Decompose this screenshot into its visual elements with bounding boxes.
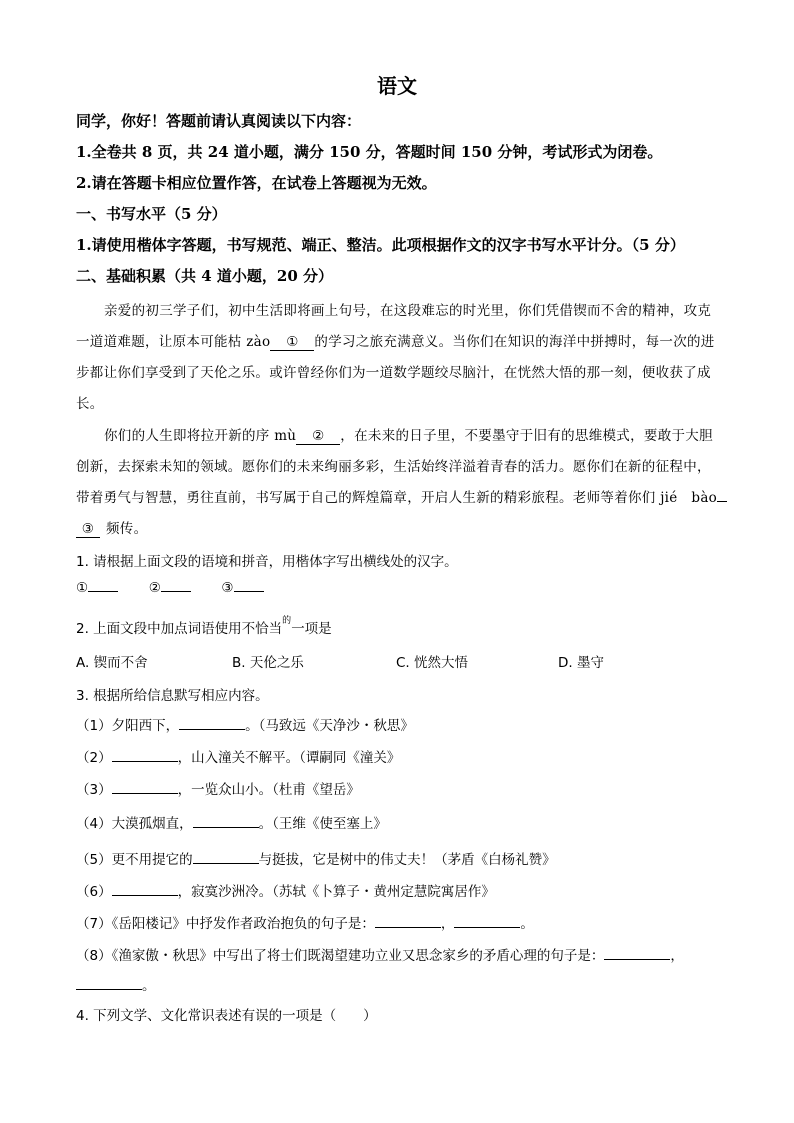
item-text: （1）夕阳西下， — [76, 718, 180, 734]
answer-label-2: ② — [148, 580, 161, 596]
item-text: ，寂寞沙洲冷。（苏轼《卜算子・黄州定慧院寓居作》 — [177, 884, 495, 900]
section-1-heading: 一、书写水平（5 分） — [76, 205, 227, 223]
answer-blank — [454, 927, 520, 928]
recitation-item — [76, 944, 684, 964]
option-d: D. 墨守 — [558, 655, 604, 671]
recitation-item — [76, 848, 556, 868]
item-text: ， — [440, 916, 455, 932]
passage-text: 带着勇气与智慧，勇往直前，书写属于自己的辉煌篇章，开启人生新的精彩旅程。老师等着你们 jié bào — [76, 490, 718, 506]
question-2-options — [76, 651, 716, 669]
recitation-item — [76, 912, 534, 932]
passage-text: 频传。 — [106, 521, 148, 537]
passage-line: 创新，去探索未知的领域。愿你们的未来绚丽多彩，生活始终洋溢着青春的活力。愿你们在新的征程中， — [76, 459, 711, 475]
item-text: （7）《岳阳楼记》中抒发作者政治抱负的句子是： — [76, 916, 375, 932]
item-text: （3） — [76, 782, 112, 798]
question-2-text: 一项是 — [291, 621, 332, 637]
answer-blank-3 — [234, 591, 264, 592]
answer-blank-2 — [161, 591, 191, 592]
question-2-sup: 的 — [282, 616, 292, 626]
option-a: A. 锲而不舍 — [76, 655, 148, 671]
item-text: 。 — [142, 978, 156, 994]
answer-blank — [76, 989, 142, 990]
answer-label-3: ③ — [221, 580, 234, 596]
passage-line — [76, 517, 147, 538]
question-2-text: 2. 上面文段中加点词语使用不恰当 — [76, 621, 283, 637]
section-2-heading: 二、基础积累（共 4 道小题，20 分） — [76, 267, 333, 285]
option-b: B. 天伦之乐 — [232, 655, 304, 671]
item-text: （5）更不用提它的 — [76, 852, 193, 868]
question-1-stem: 1. 请根据上面文段的语境和拼音，用楷体字写出横线处的汉字。 — [76, 554, 458, 570]
recitation-item — [76, 714, 414, 734]
answer-blank — [112, 895, 178, 896]
page-title: 语文 — [377, 74, 417, 98]
passage-text: 的学习之旅充满意义。当你们在知识的海洋中拼搏时，每一次的进 — [314, 334, 715, 350]
notice-2: 2.请在答题卡相应位置作答，在试卷上答题视为无效。 — [76, 174, 437, 192]
answer-blank — [179, 729, 245, 730]
item-text: （8）《渔家傲・秋思》中写出了将士们既渴望建功立业又思念家乡的矛盾心理的句子是： — [76, 948, 605, 964]
greeting: 同学，你好！答题前请认真阅读以下内容： — [76, 112, 362, 130]
option-c: C. 恍然大悟 — [396, 655, 469, 671]
item-text: （2） — [76, 750, 112, 766]
passage-text: 你们的人生即将拉开新的序 mù — [104, 428, 297, 444]
question-1-blanks — [76, 580, 264, 596]
passage-line — [76, 486, 727, 506]
passage-text: 一道道难题，让原本可能枯 zào — [76, 334, 271, 350]
passage-line — [76, 330, 715, 351]
answer-blank — [112, 761, 178, 762]
item-text: 。（王维《使至塞上》 — [258, 816, 387, 832]
item-text: ， — [670, 948, 684, 964]
item-text: （6） — [76, 884, 112, 900]
underline-stub — [717, 501, 727, 502]
item-text: ，一览众山小。（杜甫《望岳》 — [177, 782, 360, 798]
section-1-item: 1.请使用楷体字答题，书写规范、端正、整洁。此项根据作文的汉字书写水平计分。（5 分） — [76, 236, 685, 254]
item-text: 。（马致远《天净沙・秋思》 — [245, 718, 414, 734]
passage-line: 亲爱的初三学子们，初中生活即将画上句号，在这段难忘的时光里，你们凭借锲而不舍的精神，攻克 — [104, 303, 712, 319]
blank-2: ② — [296, 429, 340, 445]
answer-blank-1 — [88, 591, 118, 592]
recitation-item — [76, 880, 495, 900]
question-3-stem: 3. 根据所给信息默写相应内容。 — [76, 688, 269, 704]
answer-blank — [604, 959, 670, 960]
recitation-item — [76, 812, 387, 832]
passage-line: 步都让你们享受到了天伦之乐。或许曾经你们为一道数学题绞尽脑汁，在恍然大悟的那一刻，便收获了成 — [76, 365, 711, 381]
question-4-stem: 4. 下列文学、文化常识表述有误的一项是（ ） — [76, 1008, 377, 1024]
answer-blank — [112, 793, 178, 794]
question-2-stem — [76, 617, 332, 637]
answer-label-1: ① — [76, 580, 89, 596]
answer-blank — [375, 927, 441, 928]
recitation-item — [76, 778, 360, 798]
blank-3: ③ — [76, 522, 100, 538]
item-text: 。 — [520, 916, 534, 932]
passage-line: 长。 — [76, 396, 104, 412]
item-text: 与挺拔，它是树中的伟丈夫！（茅盾《白杨礼赞》 — [258, 852, 556, 868]
answer-blank — [193, 863, 259, 864]
passage-text: ，在未来的日子里，不要墨守于旧有的思维模式，要敢于大胆 — [340, 428, 713, 444]
recitation-item — [76, 746, 400, 766]
item-text: ，山入潼关不解平。（谭嗣同《潼关》 — [177, 750, 401, 766]
passage-line — [104, 424, 713, 445]
blank-1: ① — [270, 335, 314, 351]
notice-1: 1.全卷共 8 页，共 24 道小题，满分 150 分，答题时间 150 分钟，考试形式为闭卷。 — [76, 143, 663, 161]
recitation-item — [76, 974, 156, 994]
answer-blank — [193, 827, 259, 828]
item-text: （4）大漠孤烟直， — [76, 816, 193, 832]
